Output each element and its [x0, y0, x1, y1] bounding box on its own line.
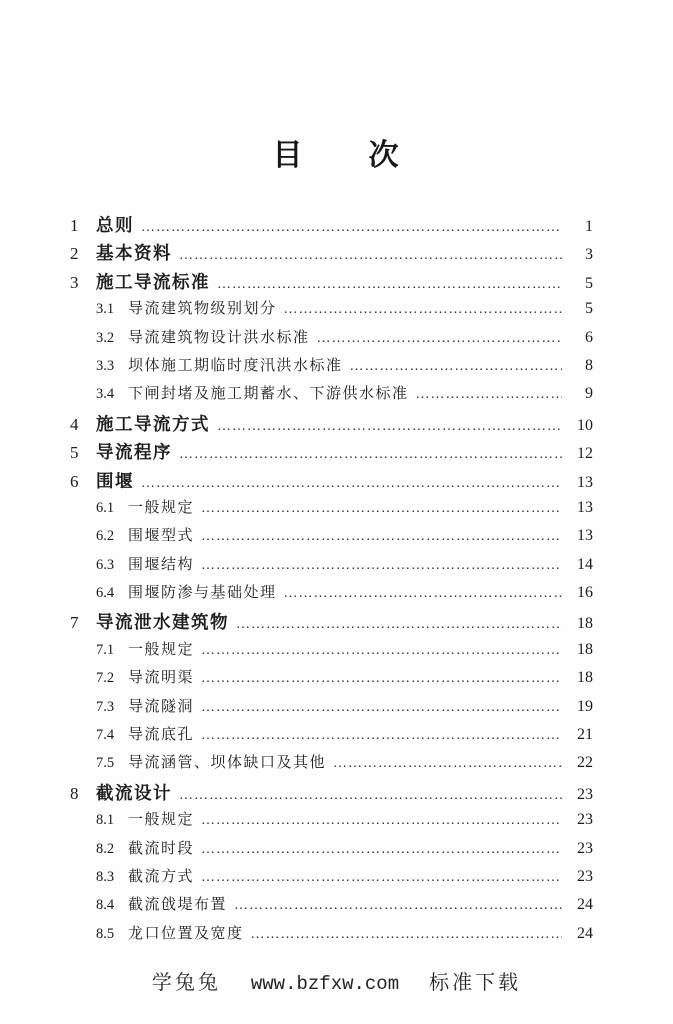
toc-entry-title: 围堰	[96, 470, 134, 491]
dot-leader	[201, 842, 562, 858]
toc-entry-page: 23	[577, 785, 593, 803]
toc-entry-title: 一般规定	[128, 812, 195, 829]
toc-entry-title: 龙口位置及宽度	[128, 925, 244, 942]
dot-leader	[201, 671, 562, 687]
watermark-footer	[0, 966, 673, 995]
dot-leader	[416, 387, 562, 403]
toc-entry-page: 18	[577, 615, 593, 633]
toc-entry-number: 8.1	[96, 812, 115, 829]
page-title: 目 次	[272, 139, 401, 172]
toc-entry-page: 18	[577, 640, 593, 658]
dot-leader	[284, 586, 562, 602]
toc-entry	[70, 439, 593, 467]
toc-entry-title: 导流隧洞	[128, 698, 195, 715]
toc-entry-number: 3	[70, 272, 79, 292]
toc-entry-title: 一般规定	[128, 499, 195, 516]
dot-leader	[141, 476, 562, 492]
toc-entry-number: 6.3	[96, 556, 115, 573]
toc-entry-title: 导流泄水建筑物	[96, 612, 229, 633]
toc-entry	[70, 382, 593, 410]
toc-entry-page: 6	[585, 328, 593, 346]
dot-leader	[201, 813, 562, 829]
toc-entry-number: 6.1	[96, 499, 115, 516]
toc-entry	[70, 269, 593, 297]
toc-entry	[70, 922, 593, 950]
toc-entry-page: 23	[577, 811, 593, 829]
toc-entry	[70, 695, 593, 723]
toc-entry-title: 截流方式	[128, 868, 195, 885]
toc-entry-page: 16	[577, 584, 593, 602]
toc-entry-page: 8	[585, 356, 593, 374]
toc-entry-number: 7.1	[96, 641, 115, 658]
toc-entry	[70, 240, 593, 268]
watermark-site-name: 学兔兔	[151, 972, 221, 994]
toc-entry	[70, 751, 593, 779]
toc-entry	[70, 411, 593, 439]
dot-leader	[217, 277, 562, 293]
toc-entry-page: 12	[577, 445, 593, 463]
dot-leader	[333, 756, 562, 772]
toc-entry	[70, 808, 593, 836]
toc-entry-page: 10	[577, 416, 593, 434]
toc-entry-number: 8.5	[96, 925, 115, 942]
toc-entry-number: 3.1	[96, 301, 115, 318]
dot-leader	[201, 558, 562, 574]
toc-entry-title: 导流底孔	[128, 727, 195, 744]
toc-entry	[70, 496, 593, 524]
toc-entry-title: 施工导流标准	[96, 271, 210, 292]
toc-entry-number: 6	[70, 471, 79, 491]
toc-entry	[70, 524, 593, 552]
watermark-suffix: 标准下载	[429, 972, 522, 994]
toc-entry-title: 施工导流方式	[96, 413, 210, 434]
toc-entry-title: 导流建筑物级别划分	[128, 301, 277, 318]
toc-entry-number: 8.3	[96, 868, 115, 885]
toc-entry-title: 坝体施工期临时度汛洪水标准	[128, 357, 343, 374]
toc-entry-title: 截流设计	[96, 782, 172, 803]
toc-entry-number: 8	[70, 783, 79, 803]
toc-entry-number: 3.4	[96, 386, 115, 403]
toc-entry-title: 导流建筑物设计洪水标准	[128, 329, 310, 346]
toc-entry	[70, 609, 593, 637]
toc-entry-title: 导流程序	[96, 442, 172, 463]
toc-entry-number: 7.3	[96, 698, 115, 715]
table-of-contents	[70, 212, 593, 950]
toc-entry-page: 22	[577, 754, 593, 772]
toc-entry-page: 23	[577, 867, 593, 885]
toc-entry-page: 5	[585, 274, 593, 292]
dot-leader	[201, 501, 562, 517]
toc-entry-number: 8.2	[96, 840, 115, 857]
toc-entry-number: 8.4	[96, 897, 115, 914]
dot-leader	[234, 898, 562, 914]
toc-entry-page: 24	[577, 896, 593, 914]
toc-entry-page: 14	[577, 555, 593, 573]
toc-entry	[70, 468, 593, 496]
toc-entry-page: 18	[577, 669, 593, 687]
toc-entry-page: 13	[577, 498, 593, 516]
toc-entry-title: 导流涵管、坝体缺口及其他	[128, 755, 327, 772]
toc-entry-number: 6.4	[96, 585, 115, 602]
watermark-url: www.bzfxw.com	[250, 973, 400, 995]
toc-entry-page: 13	[577, 527, 593, 545]
toc-entry	[70, 893, 593, 921]
toc-entry-number: 1	[70, 216, 79, 235]
toc-entry	[70, 666, 593, 694]
toc-entry-page: 13	[577, 473, 593, 491]
toc-entry-title: 围堰防渗与基础处理	[128, 585, 277, 602]
toc-entry	[70, 354, 593, 382]
toc-entry-number: 7	[70, 613, 79, 633]
dot-leader	[284, 302, 562, 318]
dot-leader	[141, 220, 562, 236]
toc-entry-number: 3.2	[96, 329, 115, 346]
toc-entry-title: 总则	[96, 215, 134, 235]
dot-leader	[179, 788, 562, 804]
dot-leader	[201, 870, 562, 886]
dot-leader	[236, 617, 562, 633]
toc-entry	[70, 638, 593, 666]
toc-entry-number: 6.2	[96, 528, 115, 545]
toc-entry-number: 3.3	[96, 357, 115, 374]
toc-entry-number: 4	[70, 414, 79, 434]
toc-entry-title: 导流明渠	[128, 670, 195, 687]
dot-leader	[201, 529, 562, 545]
toc-entry-number: 5	[70, 443, 79, 463]
toc-entry-title: 下闸封堵及施工期蓄水、下游供水标准	[128, 386, 409, 403]
toc-entry-title: 截流时段	[128, 840, 195, 857]
toc-entry	[70, 865, 593, 893]
toc-entry-page: 9	[585, 385, 593, 403]
toc-entry	[70, 297, 593, 325]
toc-entry-page: 21	[577, 726, 593, 744]
dot-leader	[251, 927, 562, 943]
dot-leader	[217, 419, 562, 435]
toc-entry	[70, 581, 593, 609]
dot-leader	[179, 447, 562, 463]
toc-entry	[70, 723, 593, 751]
toc-entry	[70, 837, 593, 865]
toc-entry-number: 7.4	[96, 727, 115, 744]
dot-leader	[317, 331, 562, 347]
toc-entry-title: 一般规定	[128, 641, 195, 658]
toc-entry-title: 围堰型式	[128, 528, 195, 545]
toc-entry-page: 3	[585, 246, 593, 264]
toc-entry-title: 围堰结构	[128, 556, 195, 573]
toc-entry-title: 基本资料	[96, 243, 172, 264]
toc-entry-page: 1	[585, 218, 593, 235]
toc-entry-page: 23	[577, 839, 593, 857]
toc-entry-number: 7.2	[96, 670, 115, 687]
toc-entry	[70, 212, 593, 240]
toc-entry-number: 2	[70, 244, 79, 264]
dot-leader	[201, 643, 562, 659]
toc-entry	[70, 780, 593, 808]
toc-entry	[70, 326, 593, 354]
dot-leader	[201, 728, 562, 744]
dot-leader	[350, 359, 562, 375]
dot-leader	[201, 700, 562, 716]
dot-leader	[179, 248, 562, 264]
toc-entry-number: 7.5	[96, 755, 115, 772]
toc-entry-page: 24	[577, 924, 593, 942]
toc-entry-page: 19	[577, 697, 593, 715]
toc-entry-page: 5	[585, 300, 593, 318]
toc-entry-title: 截流戗堤布置	[128, 897, 228, 914]
toc-entry	[70, 553, 593, 581]
